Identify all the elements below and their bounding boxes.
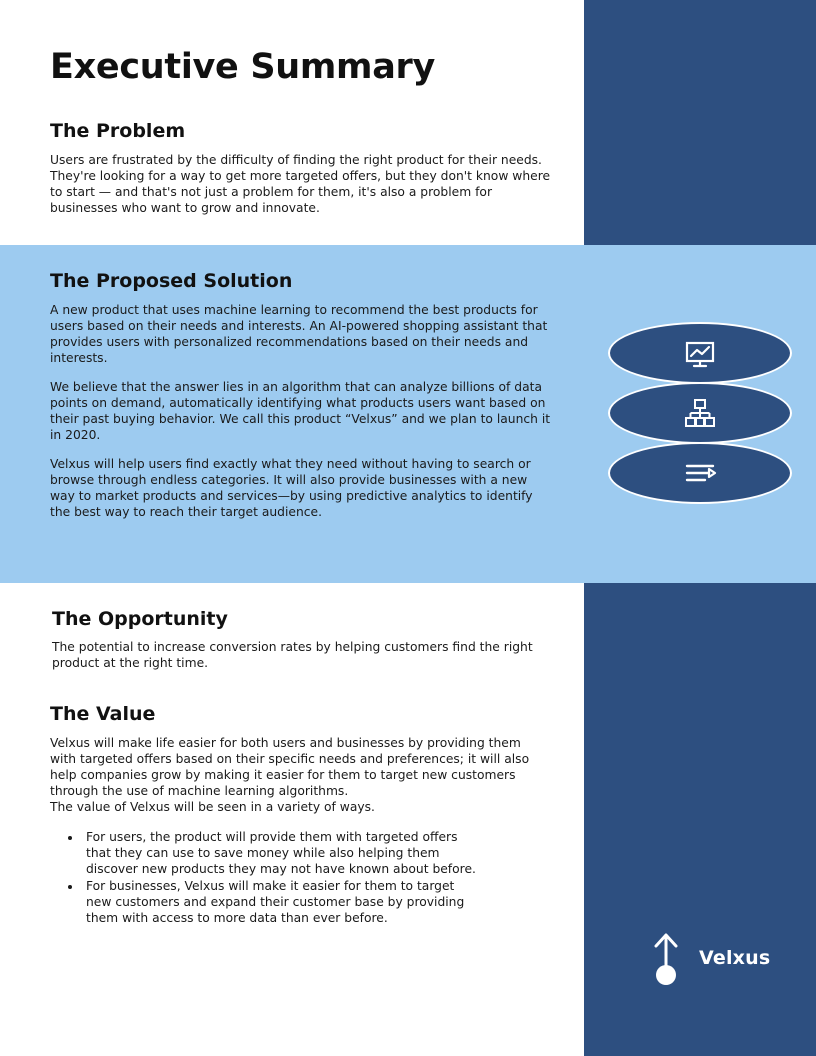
section-heading-proposed-solution: The Proposed Solution bbox=[50, 270, 293, 292]
section-heading-opportunity: The Opportunity bbox=[52, 608, 228, 630]
disc-bottom bbox=[608, 442, 792, 504]
section-opportunity bbox=[52, 608, 560, 671]
page-title: Executive Summary bbox=[50, 47, 436, 87]
section-paragraph: Velxus will help users find exactly what they need without having to search or browse through endless categories. It will also provide businesses with a new way to market products and services—by using predictive analytics to identify the best way to reach their target audience. bbox=[50, 457, 533, 519]
stacked-discs-graphic bbox=[608, 322, 792, 508]
section-proposed-solution bbox=[50, 270, 560, 520]
disc-top bbox=[608, 322, 792, 384]
section-paragraph: Users are frustrated by the difficulty of finding the right product for their needs. They're looking for a way to get more targeted offers, but they don't know where to start — and that's not just a problem for them, it's also a problem for businesses who want to grow and innovate. bbox=[50, 153, 551, 215]
section-value bbox=[50, 703, 558, 927]
hierarchy-icon bbox=[683, 396, 717, 430]
section-heading-value: The Value bbox=[50, 703, 156, 725]
section-paragraph: The potential to increase conversion rates by helping customers find the right product at the right time. bbox=[52, 640, 533, 670]
section-paragraph: Velxus will make life easier for both users and businesses by providing them with targeted offers based on their specific needs and preferences; it will also help companies grow by making it easier for them to target new customers through the use of machine learning algorithms. bbox=[50, 736, 530, 798]
list-item: • For users, the product will provide them with targeted offers that they can use to save money while also helping them discover new products they may not have known about before. bbox=[82, 829, 482, 877]
arrow-up-circle-icon bbox=[645, 930, 687, 986]
disc-middle bbox=[608, 382, 792, 444]
section-paragraph: The value of Velxus will be seen in a variety of ways. bbox=[50, 800, 375, 814]
brand-logo bbox=[645, 930, 770, 986]
section-paragraph: We believe that the answer lies in an algorithm that can analyze billions of data points on demand, automatically identifying what products users want based on their past buying behavior. We call this product “Velxus” and we plan to launch it in 2020. bbox=[50, 380, 551, 442]
list-item: • For businesses, Velxus will make it easier for them to target new customers and expand their customer base by providing them with access to more data than ever before. bbox=[82, 878, 482, 926]
value-bullet-list bbox=[50, 829, 482, 926]
section-paragraph: A new product that uses machine learning to recommend the best products for users based on their needs and interests. An AI-powered shopping assistant that provides users with personalized recommendations based on their needs and interests. bbox=[50, 303, 548, 365]
list-play-icon bbox=[683, 456, 717, 490]
brand-name: Velxus bbox=[699, 947, 771, 969]
section-heading-problem: The Problem bbox=[50, 120, 186, 142]
chart-up-icon bbox=[683, 336, 717, 370]
section-problem bbox=[50, 120, 558, 216]
